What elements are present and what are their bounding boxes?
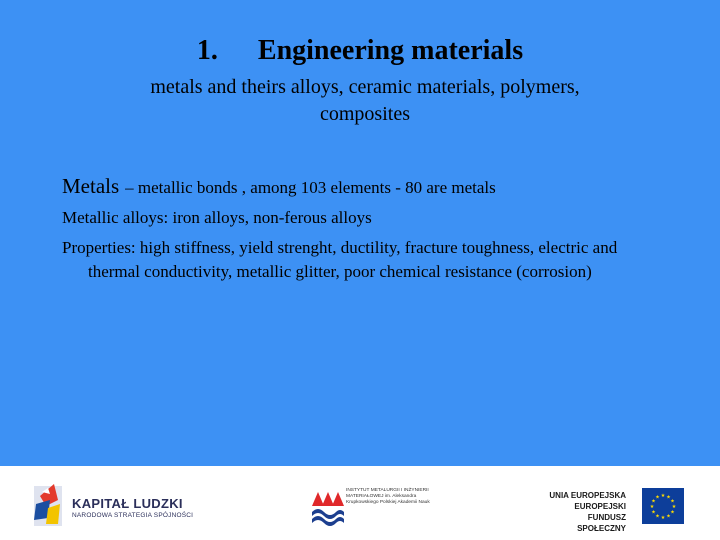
eu-logo <box>548 488 688 533</box>
metals-heading: Metals <box>62 174 120 198</box>
slide-subtitle: metals and theirs alloys, ceramic materials, polymers, composites <box>150 76 580 125</box>
metals-text: – metallic bonds , among 103 elements - 80 are metals <box>125 178 496 197</box>
eu-star-icon: ★ <box>660 516 666 521</box>
eu-star-icon: ★ <box>649 505 655 510</box>
eu-star-icon: ★ <box>666 495 671 501</box>
slide-body <box>62 174 662 290</box>
eu-line-1: UNIA EUROPEJSKA <box>549 491 626 500</box>
kapital-ludzki-title: KAPITAŁ LUDZKI <box>72 496 183 511</box>
eu-star-icon: ★ <box>666 514 671 520</box>
metals-paragraph <box>62 174 662 200</box>
imim-emblem-icon <box>310 488 344 528</box>
slide-title <box>0 34 720 68</box>
eu-line-3: FUNDUSZ SPOŁECZNY <box>577 513 626 533</box>
eu-star-icon: ★ <box>651 510 656 516</box>
eu-star-icon: ★ <box>670 510 675 516</box>
eu-star-icon: ★ <box>655 514 660 520</box>
kapital-ludzki-emblem-icon <box>28 478 68 530</box>
eu-star-icon: ★ <box>660 494 666 499</box>
eu-stars-icon <box>642 488 684 524</box>
properties-paragraph: Properties: high stiffness, yield strenght, ductility, fracture toughness, electric and thermal conductivity, metallic glitter, poor chemical resistance (corrosion) <box>62 238 618 281</box>
eu-text <box>548 490 626 534</box>
imim-text: INSTYTUT METALURGII I INŻYNIERII MATERIAŁOWEJ im. Aleksandra Krupkowskiego Polskiej Akademii Nauk <box>346 488 430 505</box>
kapital-ludzki-subtitle: NARODOWA STRATEGIA SPÓJNOŚCI <box>72 512 194 519</box>
kapital-ludzki-logo <box>28 478 198 530</box>
eu-flag-icon <box>642 488 684 524</box>
eu-star-icon: ★ <box>671 505 677 510</box>
eu-star-icon: ★ <box>651 499 656 505</box>
imim-logo <box>310 488 440 528</box>
eu-star-icon: ★ <box>670 499 675 505</box>
eu-star-icon: ★ <box>655 495 660 501</box>
title-text: Engineering materials <box>257 35 524 66</box>
eu-line-2: EUROPEJSKI <box>574 502 626 511</box>
alloys-paragraph: Metallic alloys: iron alloys, non-ferous alloys <box>62 208 372 227</box>
title-number: 1. <box>196 35 218 66</box>
